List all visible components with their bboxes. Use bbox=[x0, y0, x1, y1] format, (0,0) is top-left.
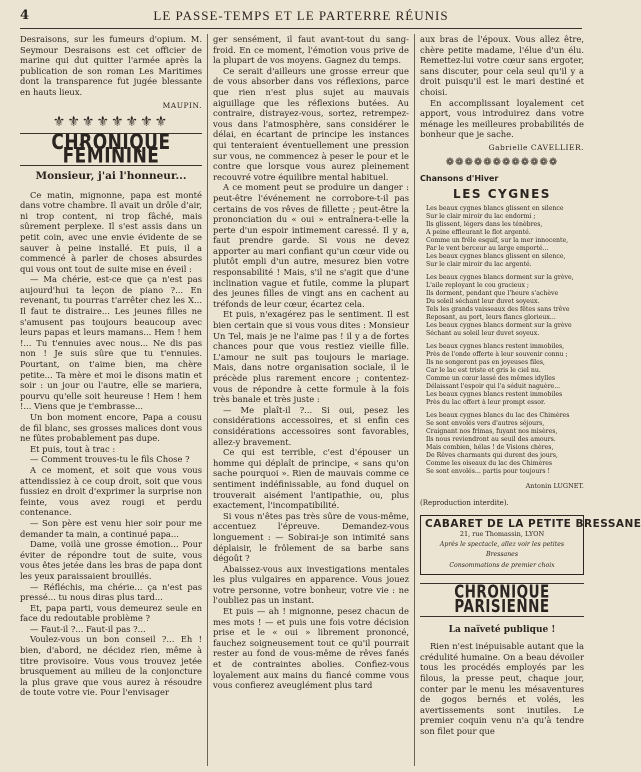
paragraph: Ce serait d'ailleurs une grosse erreur que de vous absorber dans vos réflexions, parce que rien n'est plus sujet au mauvais aiguillage que les réflexions butées. Au contraire, distrayez-vous, sortez, retrempez-vous dans l'atmosphère, sans considérer le délai, en écartant de principe les instances qui tenteraient éventuellement une pression sur vous, ne commencez à peser le pour et le contre que lorsque vous aurez pleinement recouvré votre équilibre mental habituel. bbox=[213, 65, 409, 182]
poem-line: Sur le clair miroir du lac argenté. bbox=[426, 261, 532, 269]
paragraph: Dame, voilà une grosse émotion... Pour éviter de répondre tout de suite, vous vous êtes jetée dans les bras de papa dont les yeux paraissaient brouillés. bbox=[20, 539, 202, 581]
section-title: CHRONIQUE FÉMININE bbox=[51, 129, 171, 169]
poem-line: Les beaux cygnes blancs glissent en silence bbox=[426, 205, 564, 213]
poem-author: Antonin LUGNET. bbox=[525, 482, 584, 491]
flower-ornament: ❁❁❁❁❁❁❁❁❁❁❁❁ bbox=[445, 156, 559, 168]
paragraph: Ce matin, mignonne, papa est monté dans votre chambre. Il avait un drôle d'air, ni trop content, ni trop fâché, mais sûrement perplexe. Il s'est assis dans un petit coin, avec une envie évidente de se sauver à peine installé. Et puis, il a commencé à parler de choses absurdes qui vous ont tout de suite mise en éveil : bbox=[20, 189, 202, 274]
column-2 bbox=[213, 34, 409, 766]
poem-line: Se sont envolés vers d'autres séjours, bbox=[426, 420, 545, 428]
poem-line: Ils dorment, pendant que l'heure s'achève bbox=[426, 290, 559, 298]
poem-line: Sur le clair miroir du lac endormi ; bbox=[426, 213, 536, 221]
poem-stanza bbox=[426, 412, 584, 476]
paragraph: — Me plaît-il ?... Si oui, pesez les considérations accessoires, et si enfin ces considérations accessoires sont favorables, allez-y bravement. bbox=[213, 404, 409, 447]
poem-line: Par le vent berceur au large emporté... bbox=[426, 245, 549, 253]
paragraph: A ce moment, et soit que vous vous attendissiez à ce coup droit, soit que vous fussiez en droit d'exprimer la surprise non feinte, vous avez rougi et perdu contenance. bbox=[20, 464, 202, 518]
poem-stanza bbox=[426, 274, 584, 338]
paragraph: Abaissez-vous aux investigations mentales les plus vulgaires en apparence. Vous jouez votre personne, votre bonheur, votre vie : ne l'oubliez pas un instant. bbox=[213, 563, 409, 606]
reproduction-notice: (Reproduction interdite). bbox=[420, 498, 509, 507]
intro-paragraph: Desraisons, sur les fumeurs d'opium. M. Seymour Desraisons est cet officier de marine qui dut quitter l'armée après la publication de son roman Les Maritimes dont la transparence fut jugée blessante en hauts lieux. bbox=[20, 34, 202, 97]
paragraph: Et puis, n'exagérez pas le sentiment. Il est bien certain que si vous vous dites : Monsieur Un Tel, mais je ne l'aime pas ! il y a de fortes chances pour que vous restiez vieille fille. L'amour ne suit pas toujours le mariage. Mais, dans notre organisation sociale, il le précède plus rarement encore ; contentez-vous de répondre à cette formule à la fois très banale et très juste : bbox=[213, 309, 409, 405]
section-title: CHRONIQUE PARISIENNE bbox=[454, 582, 550, 617]
poem-line: Les beaux cygnes blancs dorment sur la grève, bbox=[426, 274, 574, 282]
fleur-de-lis-ornament: ⚜⚜⚜⚜⚜⚜⚜⚜ bbox=[52, 114, 170, 131]
paragraph: Ce qui est terrible, c'est d'épouser un homme qui déplaît de principe, « sans qu'on sache pourquoi ». Rien de mauvais comme ce sentiment indéfinissable, au fond duquel on trouverait aisément l'antipathie, ou, plus exactement, l'incompatibilité. bbox=[213, 447, 409, 511]
poem-line: Comme un frêle esquif, sur la mer innocente, bbox=[426, 237, 569, 245]
poem-line: De Rêves charmants qui durent des jours, bbox=[426, 452, 558, 460]
article-title: Monsieur, j'ai l'honneur... bbox=[35, 169, 187, 182]
paragraph: — Ma chérie, est-ce que ça n'est pas aujourd'hui ta leçon de piano ?... En revenant, tu pourras t'arrêter chez les X... Il faut te distraire... Les jeunes filles ne s'amusent pas toujours beaucoup avec leurs papas et leurs mamans... Hem ! hem !... Tu t'ennuies avec nous... Ne dis pas non ! Je suis sûre que tu t'ennuies. Pourtant, on t'aime bien, ma chère petite... Ta mère et moi le disons matin et soir : un jour ou l'autre, elle se mariera, pourvu qu'elle soit heureuse ! Hem ! hem !... Viens que je t'embrasse... bbox=[20, 274, 202, 412]
column-1 bbox=[20, 34, 202, 766]
poem-stanza bbox=[426, 343, 584, 407]
poem-line: Car le lac est triste et gris le ciel nu. bbox=[426, 367, 541, 375]
poem-line: Craignant nos frimas, fuyant nos misères, bbox=[426, 428, 558, 436]
poem-line: Se sont envolés... partis pour toujours ! bbox=[426, 468, 550, 476]
poem-line: Ils ne songeront pas en joyeuses files, bbox=[426, 359, 545, 367]
paragraph: — Son père est venu hier soir pour me demander ta main, a continué papa... bbox=[20, 517, 202, 539]
poem-line: Séchant au soleil leur duvet soyeux. bbox=[426, 330, 540, 338]
page-header bbox=[20, 6, 582, 29]
paragraph: Et puis, tout à trac : bbox=[30, 443, 116, 454]
ad-address: 21, rue Thomassin, LYON bbox=[459, 530, 545, 539]
paragraph: Si vous n'êtes pas très sûre de vous-même, accentuez l'épreuve. Demandez-vous longuement : — Sobirai-je son intimité sans déplaisir, le frôlement de sa barbe sans dégoût ? bbox=[213, 510, 409, 564]
ad-line: Consommations de premier choix bbox=[449, 561, 555, 569]
poem-line: A peine effleurant le flot argenté. bbox=[426, 229, 531, 237]
poem-line: Les beaux cygnes blancs dorment sur la grève bbox=[426, 322, 572, 330]
paragraph: En accomplissant loyalement cet apport, vous introduirez dans votre ménage les meilleures probabilités de bonheur que je sache. bbox=[420, 97, 584, 140]
poem-stanza bbox=[426, 205, 584, 269]
poem-line: Les beaux cygnes blancs du lac des Chimères bbox=[426, 412, 570, 420]
poem-line: Comme un cœur lassé des mêmes idylles bbox=[426, 375, 556, 383]
ad-line: Après le spectacle, allez voir les petites Bressanes bbox=[439, 540, 565, 559]
paragraph: Et puis — ah ! mignonne, pesez chacun de mes mots ! — et puis une fois votre décision prise et le « oui » librement prononcé, fauchez soigneusement tout ce qu'il pourrait rester au fond de vous-même de rêves fanés et de contraintes abolies. Confiez-vous loyalement aux mains du fiancé comme vous vous confierez aveuglément plus tard bbox=[213, 606, 409, 691]
poem-line: Du soleil séchant leur duvet soyeux. bbox=[426, 298, 540, 306]
poem-line: Délaissant l'espoir qui l'a séduit naguère... bbox=[426, 383, 561, 391]
poem-line: Ils glissent, légers dans les ténèbres, bbox=[426, 221, 543, 229]
column-divider bbox=[414, 34, 415, 766]
page-number: 4 bbox=[20, 8, 30, 23]
section-head: Chansons d'Hiver bbox=[420, 174, 499, 184]
poem-line: Tels les grands vaisseaux des fêtes sans trêve bbox=[426, 306, 570, 314]
poem bbox=[420, 205, 584, 476]
poem-line: L'aile reployant le cou gracieux ; bbox=[426, 282, 529, 290]
paragraph: Un bon moment encore, Papa a cousu de fil blanc, ses grosses malices dont vous ne fûtes probablement pas dupe. bbox=[20, 412, 202, 444]
paragraph: — Réfléchis, ma chérie... ça n'est pas pressé... tu nous diras plus tard... bbox=[20, 581, 202, 603]
paragraph: ger sensément, il faut avant-tout du sang-froid. En ce moment, l'émotion vous prive de la plupart de vos moyens. Gagnez du temps. bbox=[213, 34, 409, 66]
poem-line: Mais combien, hélas ! de Visions chères, bbox=[426, 444, 554, 452]
cabaret-advertisement bbox=[420, 515, 641, 576]
poem-title: LES CYGNES bbox=[453, 186, 551, 201]
paragraph: — Comment trouves-tu le fils Chose ? bbox=[30, 454, 190, 465]
newspaper-title: LE PASSE-TEMPS ET LE PARTERRE RÉUNIS bbox=[153, 8, 449, 23]
poem-line: Près de l'onde offerte à leur souvenir connu ; bbox=[426, 351, 568, 359]
article-title: La naïveté publique ! bbox=[448, 624, 556, 635]
ad-name: CABARET DE LA PETITE BRESSANE bbox=[425, 517, 641, 530]
poem-line: Les beaux cygnes blancs glissent en silence, bbox=[426, 253, 566, 261]
intro-signature: MAUPIN. bbox=[162, 100, 202, 110]
paragraph: Voulez-vous un bon conseil ?... Eh ! bien, d'abord, ne décidez rien, même à titre provisoire. Vous vous trouvez jetée brusquement au milieu de la conjoncture la plus grave que vous aurez à résoudre de toute votre vie. Pour l'envisager bbox=[20, 634, 202, 698]
poem-line: Près du lac offert à leur prompt essor. bbox=[426, 399, 546, 407]
paragraph: — Faut-il ?... Faut-il pas ?... bbox=[30, 623, 146, 634]
paragraph: aux bras de l'époux. Vous allez être, chère petite madame, l'élue d'un élu. Remettez-lui votre cœur sans ergoter, sans discuter, pour cela seul qu'il y a droit puisqu'il est le mari destiné et choisi. bbox=[420, 34, 584, 97]
poem-line: Les beaux cygnes blancs restent immobiles bbox=[426, 391, 563, 399]
poem-line: Comme les oiseaux du lac des Chimères bbox=[426, 460, 553, 468]
article-signature: Gabrielle CAVELLIER. bbox=[488, 142, 584, 152]
poem-line: Les beaux cygnes blancs restent immobiles, bbox=[426, 343, 565, 351]
poem-line: Reposant, au port, leurs flancs glorieux... bbox=[426, 314, 556, 322]
paragraph: Rien n'est inépuisable autant que la crédulité humaine. On a beau dévoiler tous les procédés employés par les filous, la presse peut, chaque jour, conter par le menu les mésaventures de gogos bernés et volés, les avertissements sont inutiles. Le premier coquin venu n'a qu'à tendre son filet pour que bbox=[420, 641, 584, 736]
paragraph: A ce moment peut se produire un danger : peut-être l'événement ne corrobore-t-il pas certains de vos rêves de fillette ; peut-être la prononciation du « oui » entraînera-t-elle la perte d'un espoir intimement caressé. Il y a, faut prendre garde. Si vous ne devez apporter au mari confiant qu'un cœur vide ou plutôt empli d'un autre, mesurez bien votre responsabilité ! Mais, s'il ne s'agit que d'une inclination vague et futile, comme la plupart des jeunes filles de vingt ans en cachent au tréfonds de leur cœur, écartez cela. bbox=[213, 182, 409, 309]
paragraph: Et, papa parti, vous demeurez seule en face du redoutable problème ? bbox=[20, 602, 202, 624]
poem-line: Ils nous reviendront au seuil des amours. bbox=[426, 436, 556, 444]
column-divider bbox=[207, 34, 208, 766]
column-3 bbox=[420, 34, 641, 766]
